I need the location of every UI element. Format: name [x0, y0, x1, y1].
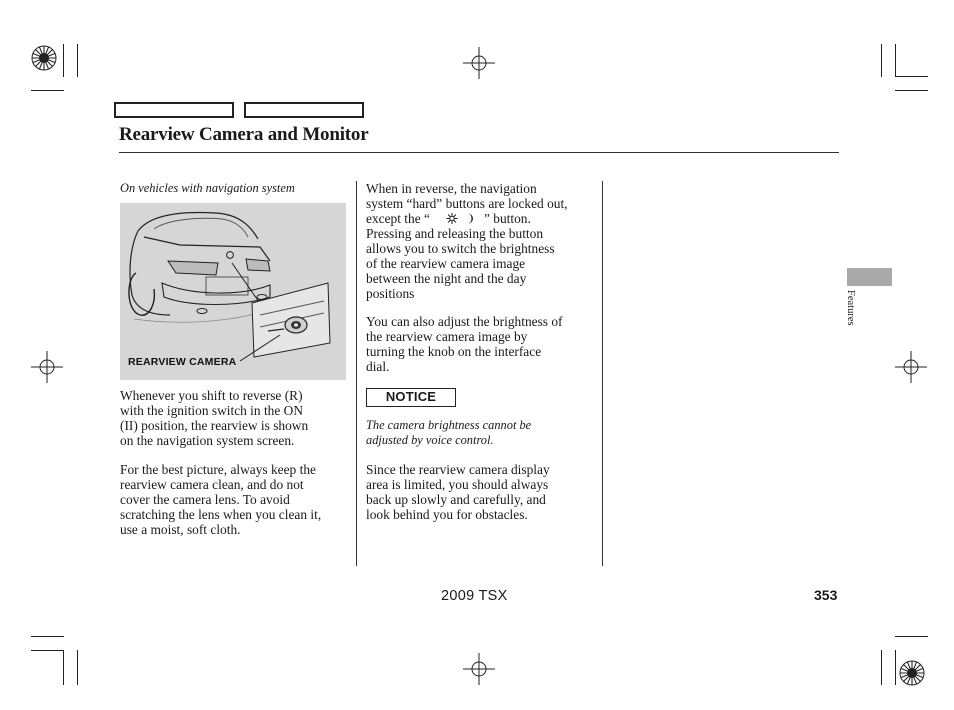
figure-label: REARVIEW CAMERA	[128, 356, 237, 368]
text-line: When in reverse, the navigation	[366, 181, 537, 196]
column-divider-1	[356, 181, 357, 566]
text-line: For the best picture, always keep the	[120, 462, 316, 477]
crosshair-icon	[462, 652, 496, 686]
notice-text	[366, 418, 531, 448]
text-line: the rearview camera image by	[366, 329, 528, 344]
middle-paragraph-1	[366, 181, 568, 301]
section-tab	[847, 268, 892, 286]
page-title: Rearview Camera and Monitor	[119, 124, 369, 145]
text-line: dial.	[366, 359, 390, 374]
registration-target-icon	[30, 44, 58, 72]
left-paragraph-1	[120, 388, 308, 448]
figure-caption: On vehicles with navigation system	[120, 181, 295, 195]
sun-moon-icon	[430, 212, 484, 225]
crosshair-icon	[894, 350, 928, 384]
text-line: look behind you for obstacles.	[366, 507, 528, 522]
middle-paragraph-2	[366, 314, 563, 374]
text-line: rearview camera clean, and do not	[120, 477, 304, 492]
title-divider	[119, 152, 839, 153]
header-tab-box-1	[114, 102, 234, 118]
text-line: (II) position, the rearview is shown	[120, 418, 309, 433]
crosshair-icon	[30, 350, 64, 384]
registration-target-icon	[898, 659, 926, 687]
text-line: positions	[366, 286, 415, 301]
text-line: turning the knob on the interface	[366, 344, 542, 359]
text-line: adjusted by voice control.	[366, 433, 494, 447]
text-fragment: except the “	[366, 211, 430, 226]
text-line: The camera brightness cannot be	[366, 418, 532, 432]
text-fragment: ” button.	[483, 211, 531, 226]
text-line: Whenever you shift to reverse (R)	[120, 388, 303, 403]
rearview-camera-figure	[120, 203, 346, 380]
middle-paragraph-3	[366, 462, 550, 522]
header-tab-box-2	[244, 102, 364, 118]
section-label: Features	[845, 290, 856, 326]
text-line: area is limited, you should always	[366, 477, 549, 492]
column-divider-2	[602, 181, 603, 566]
notice-badge: NOTICE	[366, 388, 456, 407]
crosshair-icon	[462, 46, 496, 80]
car-rear-illustration	[120, 203, 346, 380]
text-line: Pressing and releasing the button	[366, 226, 544, 241]
text-line: You can also adjust the brightness of	[366, 314, 563, 329]
text-line: use a moist, soft cloth.	[120, 522, 241, 537]
text-line: system “hard” buttons are locked out,	[366, 196, 568, 211]
text-line: back up slowly and carefully, and	[366, 492, 546, 507]
text-line: with the ignition switch in the ON	[120, 403, 303, 418]
text-line: allows you to switch the brightness	[366, 241, 555, 256]
text-line: on the navigation system screen.	[120, 433, 295, 448]
text-line: scratching the lens when you clean it,	[120, 507, 322, 522]
text-line: of the rearview camera image	[366, 256, 526, 271]
text-line: cover the camera lens. To avoid	[120, 492, 290, 507]
text-line: Since the rearview camera display	[366, 462, 550, 477]
text-line	[366, 211, 568, 226]
footer-model: 2009 TSX	[441, 588, 508, 604]
page-number: 353	[814, 587, 838, 603]
text-line: between the night and the day	[366, 271, 527, 286]
left-paragraph-2	[120, 462, 321, 537]
